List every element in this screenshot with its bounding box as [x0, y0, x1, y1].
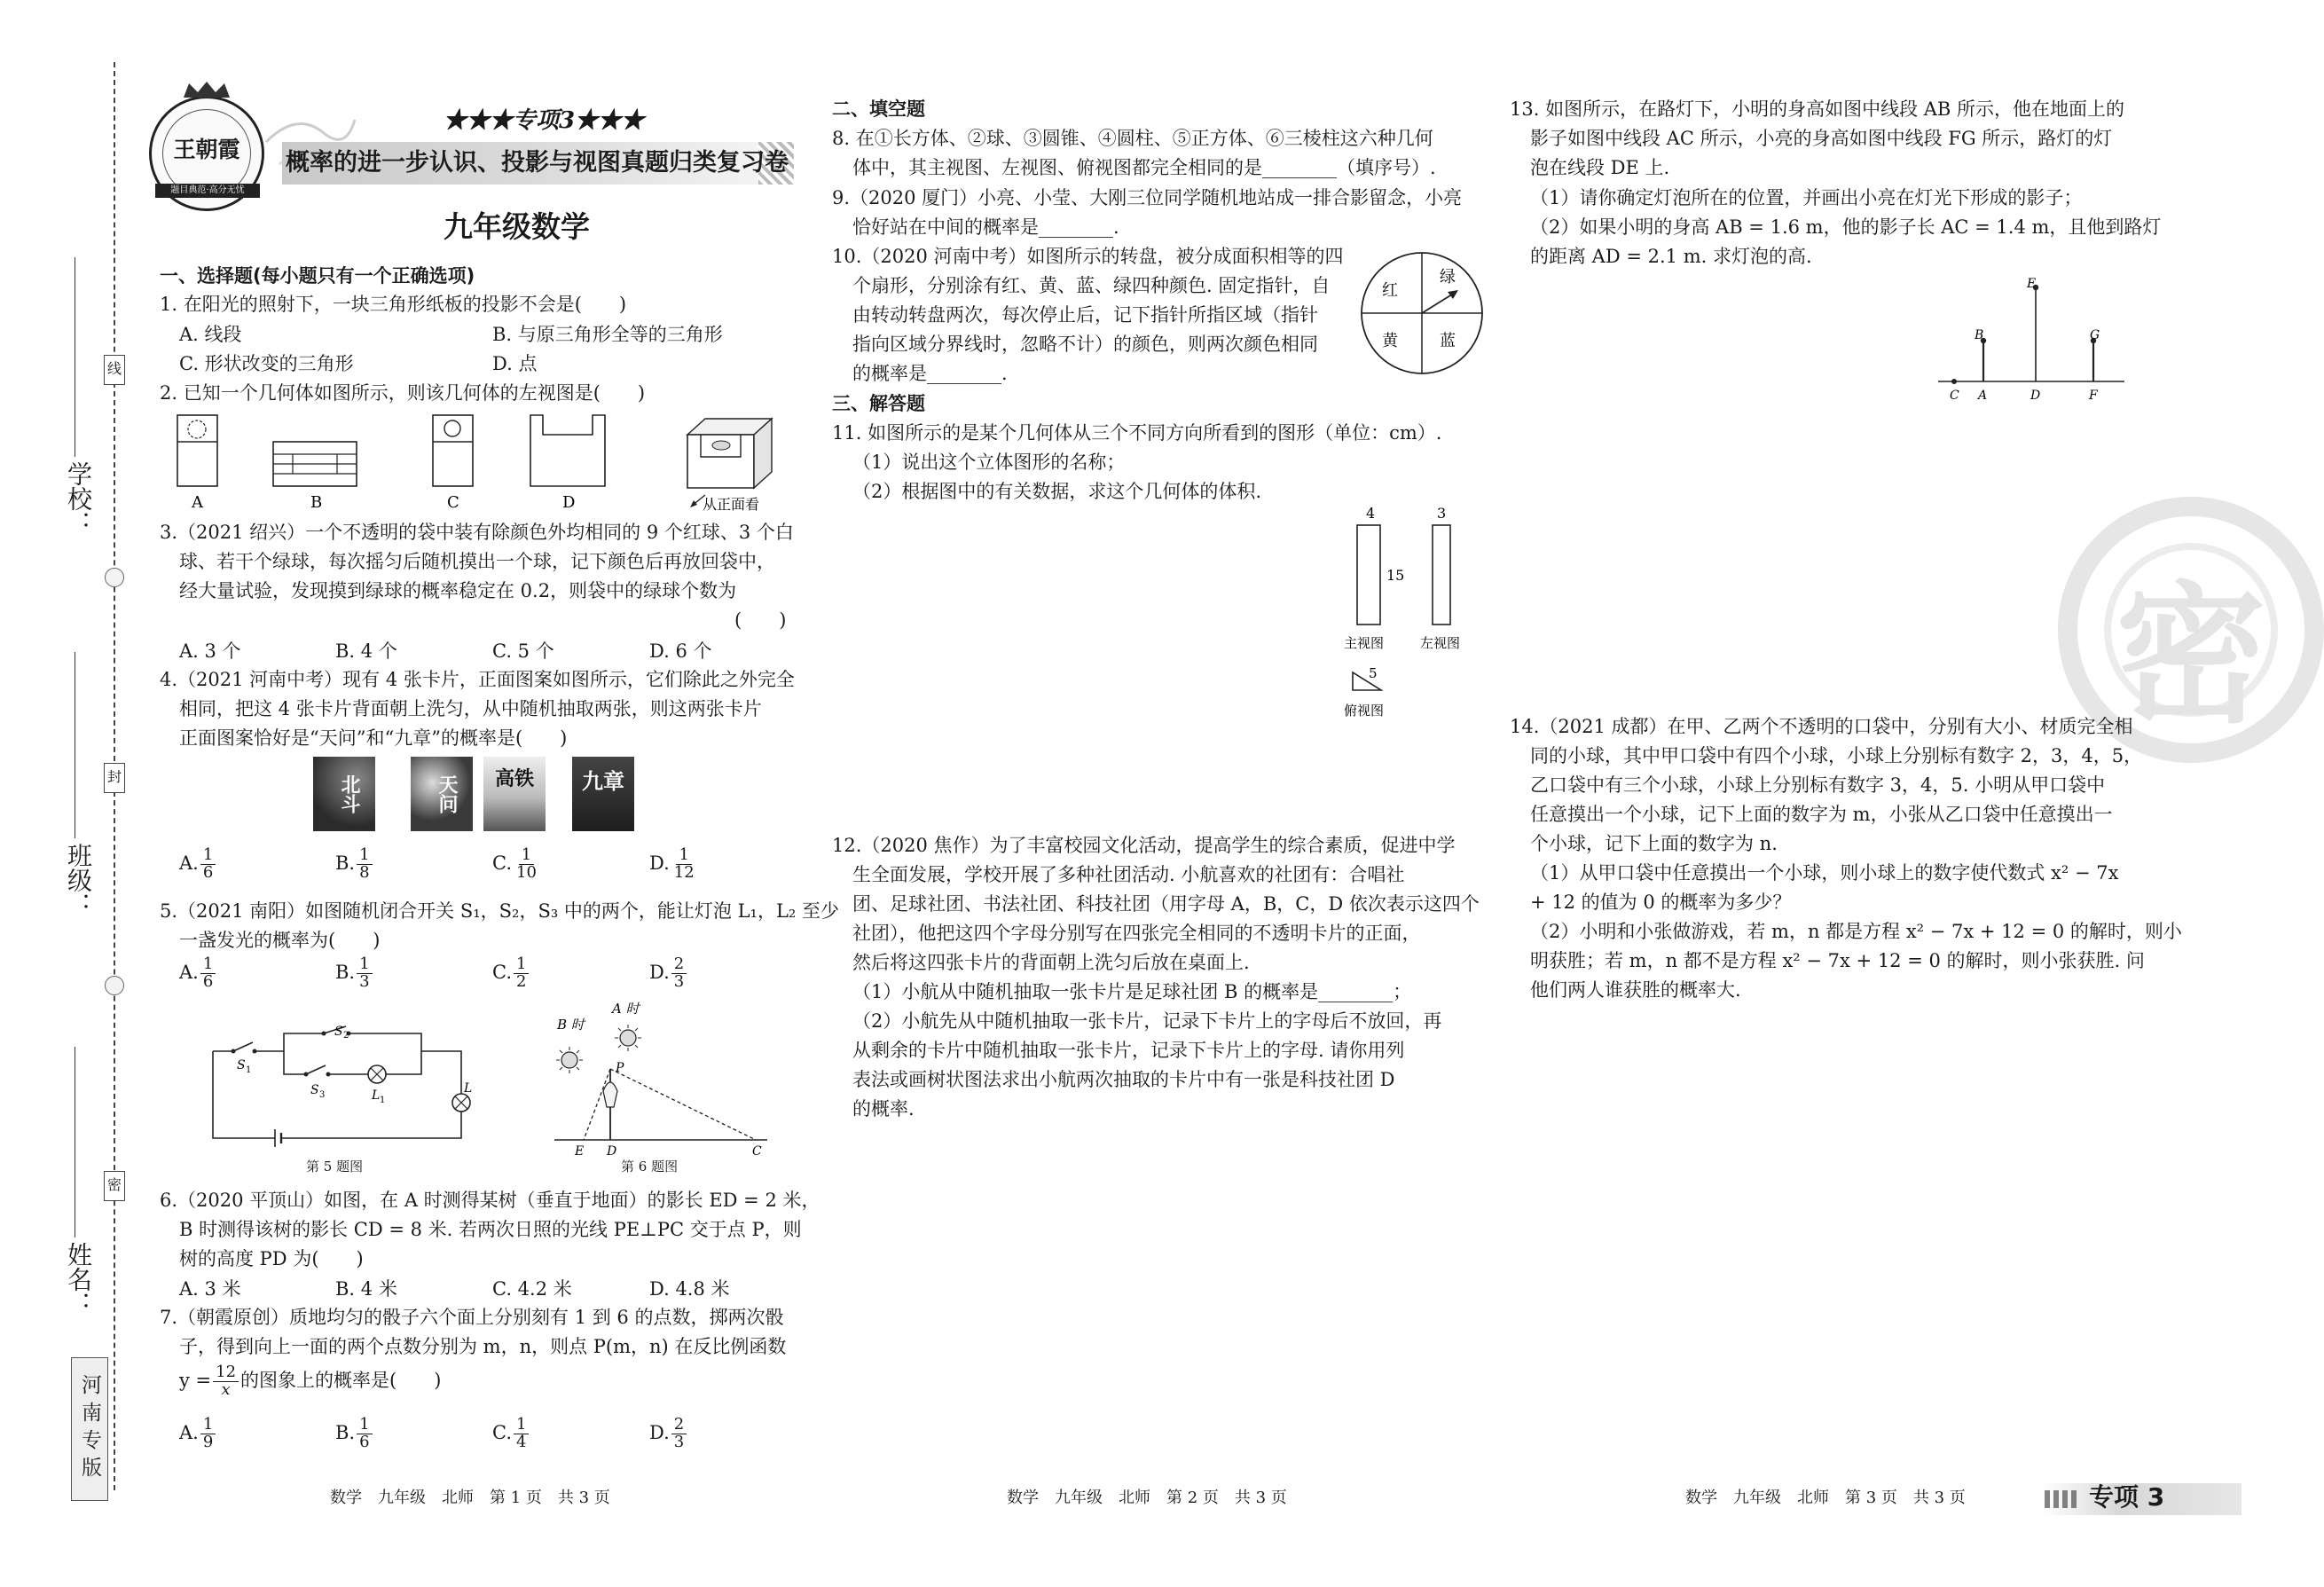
q11-front-label: 主视图 — [1344, 635, 1385, 651]
footer-page-2: 数学 九年级 北师 第 2 页 共 3 页 — [1007, 1489, 1287, 1507]
svg-text:S: S — [334, 1025, 343, 1039]
q11-front-view — [1357, 525, 1380, 625]
q13-line-4: （1）请你确定灯泡所在的位置，并画出小亮在灯光下形成的影子； — [1530, 187, 2083, 208]
q12-line-8: 从剩余的卡片中随机抽取一张卡片，记录下卡片上的字母. 请你用列 — [852, 1040, 1405, 1061]
q5-option-c[interactable]: C. $\frac{1}{2}$ — [492, 956, 530, 991]
q2-view-d[interactable] — [530, 415, 605, 486]
q14-line-8: （2）小明和小张做游戏，若 m，n 都是方程 x² − 7x + 12 = 0 的解时，则小 — [1530, 921, 2182, 942]
q5-option-a[interactable]: A. $\frac{1}{6}$ — [179, 956, 217, 991]
q1-stem: 1. 在阳光的照射下，一块三角形纸板的投影不会是( ) — [160, 294, 627, 315]
q10-sector-green: 绿 — [1440, 268, 1456, 287]
q14-line-4: 任意摸出一个小球，记下上面的数字为 m，小张从乙口袋中任意摸出一 — [1530, 804, 2113, 825]
punch-hole-icon — [105, 568, 124, 587]
q11-left-view — [1433, 525, 1450, 625]
q6-option-d[interactable]: D. 4.8 米 — [649, 1278, 730, 1300]
q8-line-2: 体中，其主视图、左视图、俯视图都完全相同的是________（填序号）. — [852, 157, 1436, 178]
q6-option-b[interactable]: B. 4 米 — [335, 1278, 397, 1300]
q4-option-c[interactable]: C. $\frac{1}{10}$ — [492, 845, 537, 882]
section-heading-choice: 一、选择题(每小题只有一个正确选项) — [160, 265, 475, 287]
q11-height: 15 — [1386, 567, 1405, 584]
q6-line-3: 树的高度 PD 为( ) — [179, 1248, 364, 1269]
q5-option-d[interactable]: D. $\frac{2}{3}$ — [649, 956, 688, 991]
seal-box-line: 线 — [104, 355, 125, 385]
q11-left-label: 左视图 — [1420, 635, 1461, 651]
q13-streetlight-figure — [1934, 277, 2129, 410]
q5-circuit-figure — [208, 1025, 475, 1149]
svg-text:A: A — [1978, 389, 1988, 403]
watermark-seal-icon: 密 — [2058, 497, 2324, 763]
svg-text:D: D — [607, 1144, 617, 1159]
q11-front-width: 4 — [1366, 505, 1376, 522]
q3-option-a[interactable]: A. 3 个 — [179, 640, 241, 662]
svg-text:B 时: B 时 — [557, 1017, 585, 1033]
seal-box-feng: 封 — [104, 763, 125, 793]
q10-line-5: 的概率是________. — [852, 363, 1008, 384]
q1-option-c[interactable]: C. 形状改变的三角形 — [179, 353, 354, 374]
q11-top-label: 俯视图 — [1344, 703, 1385, 719]
fig6-caption: 第 6 题图 — [621, 1159, 679, 1175]
svg-text:L: L — [464, 1081, 473, 1096]
q10-line-2: 个扇形，分别涂有红、黄、蓝、绿四种颜色. 固定指针，自 — [852, 275, 1331, 296]
q12-line-2: 生全面发展，学校开展了多种社团活动. 小航喜欢的社团有：合唱社 — [852, 864, 1405, 885]
q3-line-3: 经大量试验，发现摸到绿球的概率稳定在 0.2，则袋中的绿球个数为 — [179, 580, 737, 601]
q1-option-d[interactable]: D. 点 — [492, 353, 538, 374]
q3-option-d[interactable]: D. 6 个 — [649, 640, 712, 662]
q4-card-tianwen: 天问 — [411, 757, 473, 831]
q4-card-beidou: 北斗 — [313, 757, 375, 831]
svg-text:P: P — [616, 1061, 624, 1075]
q10-sector-yellow: 黄 — [1382, 332, 1398, 350]
q14-line-7: + 12 的值为 0 的概率为多少？ — [1530, 892, 1792, 913]
q4-card-gaotie: 高铁 — [483, 757, 546, 831]
footer-page-1: 数学 九年级 北师 第 1 页 共 3 页 — [330, 1489, 610, 1507]
q2-front-note: 从正面看 — [703, 496, 760, 513]
sun-a-icon — [615, 1025, 641, 1051]
q3-line-2: 球、若干个绿球，每次摇匀后随机摸出一个球，记下颜色后再放回袋中， — [179, 551, 775, 572]
fig5-caption: 第 5 题图 — [306, 1159, 364, 1175]
section-heading-fill: 二、填空题 — [832, 98, 925, 120]
svg-text:G: G — [2090, 328, 2100, 342]
footer-topic-tag: 专项 3 — [2089, 1482, 2165, 1512]
q12-line-1: 12.（2020 焦作）为了丰富校园文化活动，提高学生的综合素质，促进中学 — [832, 835, 1456, 856]
q14-line-3: 乙口袋中有三个小球，小球上分别标有数字 3，4，5. 小明从甲口袋中 — [1530, 774, 2106, 796]
q13-line-6: 的距离 AD = 2.1 m. 求灯泡的高. — [1530, 246, 1812, 267]
q9-line-1: 9.（2020 厦门）小亮、小莹、大刚三位同学随机地站成一排合影留念，小亮 — [832, 187, 1463, 208]
q10-sector-red: 红 — [1382, 281, 1398, 300]
crown-icon — [182, 80, 232, 99]
footer-pattern-icon — [2045, 1490, 2080, 1508]
q4-line-2: 相同，把这 4 张卡片背面朝上洗匀，从中随机抽取两张，则这两张卡片 — [179, 698, 762, 719]
q3-line-1: 3.（2021 绍兴）一个不透明的袋中装有除颜色外均相同的 9 个红球、3 个白 — [160, 522, 794, 543]
q14-line-9: 明获胜；若 m，n 都不是方程 x² − 7x + 12 = 0 的解时，则小张获胜. 问 — [1530, 950, 2145, 971]
q10-sector-blue: 蓝 — [1440, 332, 1456, 350]
q12-line-4: 社团），他把这四个字母分别写在四张完全相同的不透明卡片的正面， — [852, 923, 1421, 944]
q4-line-1: 4.（2021 河南中考）现有 4 张卡片，正面图案如图所示，它们除此之外完全 — [160, 669, 795, 690]
sun-b-icon — [556, 1047, 583, 1073]
svg-text:L: L — [372, 1088, 381, 1103]
q4-option-a[interactable]: A. $\frac{1}{6}$ — [179, 847, 217, 882]
logo-text: 王朝霞 — [173, 137, 240, 162]
q4-line-3: 正面图案恰好是“天问”和“九章”的概率是( ) — [179, 727, 568, 749]
q14-line-10: 他们两人谁获胜的概率大. — [1530, 979, 1741, 1001]
svg-text:D: D — [2030, 389, 2041, 403]
q2-view-b[interactable] — [273, 442, 357, 486]
q13-line-2: 影子如图中线段 AC 所示，小亮的身高如图中线段 FG 所示，路灯的灯 — [1530, 128, 2113, 149]
svg-text:C: C — [1950, 389, 1959, 403]
q12-line-10: 的概率. — [852, 1098, 915, 1120]
svg-text:S: S — [310, 1083, 319, 1097]
q6-tree-shadow-figure — [550, 1002, 772, 1158]
q2-label-c: C — [447, 493, 459, 512]
edition-badge: 河南专版 — [71, 1357, 108, 1501]
q1-option-a[interactable]: A. 线段 — [179, 324, 242, 345]
topic-tag: ★★★专项3★★★ — [444, 107, 645, 134]
svg-text:A 时: A 时 — [612, 1001, 640, 1017]
q14-line-2: 同的小球，其中甲口袋中有四个小球，小球上分别标有数字 2，3，4，5， — [1530, 745, 2143, 766]
q12-line-7: （2）小航先从中随机抽取一张卡片，记录下卡片上的字母后不放回，再 — [852, 1010, 1442, 1032]
q12-line-6: （1）小航从中随机抽取一张卡片是足球社团 B 的概率是________； — [852, 981, 1412, 1002]
q2-view-c[interactable] — [433, 415, 473, 486]
q12-line-9: 表法或画树状图法求出小航两次抽取的卡片中有一张是科技社团 D — [852, 1069, 1395, 1090]
q7-option-c[interactable]: C. $\frac{1}{4}$ — [492, 1417, 530, 1451]
q2-label-b: B — [310, 493, 323, 512]
q4-option-b[interactable]: B. $\frac{1}{8}$ — [335, 847, 374, 882]
q1-option-b[interactable]: B. 与原三角形全等的三角形 — [492, 324, 723, 345]
q2-solid-figure — [687, 419, 772, 488]
school-label: 学校： — [64, 461, 93, 536]
q11-line-3: （2）根据图中的有关数据，求这个几何体的体积. — [852, 481, 1262, 502]
q5-line-1: 5.（2021 南阳）如图随机闭合开关 S₁，S₂，S₃ 中的两个，能让灯泡 L₁，L₂ 至少 — [160, 900, 839, 922]
q9-line-2: 恰好站在中间的概率是________. — [852, 216, 1119, 238]
q6-option-c[interactable]: C. 4.2 米 — [492, 1278, 572, 1300]
brand-logo: 王朝霞 题目典范·高分无忧 — [149, 96, 264, 211]
q11-left-width: 3 — [1437, 505, 1447, 522]
q14-line-5: 个小球，记下上面的数字为 n. — [1530, 833, 1778, 854]
svg-text:S: S — [237, 1058, 246, 1072]
q4-card-jiuzhang: 九章 — [572, 757, 634, 831]
q11-line-2: （1）说出这个立体图形的名称； — [852, 452, 1126, 473]
q13-line-3: 泡在线段 DE 上. — [1530, 157, 1670, 178]
footer-page-3: 数学 九年级 北师 第 3 页 共 3 页 — [1685, 1489, 1966, 1507]
q11-three-views-figure — [1335, 504, 1495, 726]
q7-line-2: 子，得到向上一面的两个点数分别为 m，n，则点 P(m，n) 在反比例函数 — [179, 1336, 787, 1357]
q5-line-2: 一盏发光的概率为( ) — [179, 930, 381, 951]
q7-option-d[interactable]: D. $\frac{2}{3}$ — [649, 1417, 688, 1451]
svg-text:1: 1 — [380, 1096, 386, 1105]
q10-line-3: 由转动转盘两次，每次停止后，记下指针所指区域（指针 — [852, 304, 1318, 326]
q12-line-5: 然后将这四张卡片的背面朝上洗匀后放在桌面上. — [852, 952, 1250, 973]
q2-views-figure — [169, 408, 807, 515]
q2-stem: 2. 已知一个几何体如图所示，则该几何体的左视图是( ) — [160, 382, 646, 404]
punch-hole-icon — [105, 976, 124, 995]
svg-text:3: 3 — [319, 1090, 326, 1100]
q10-line-1: 10.（2020 河南中考）如图所示的转盘，被分成面积相等的四 — [832, 246, 1344, 267]
q11-hypotenuse: 5 — [1369, 665, 1378, 681]
svg-text:B: B — [1975, 328, 1984, 342]
q2-label-a: A — [192, 493, 203, 512]
name-label: 姓名： — [64, 1242, 93, 1316]
q14-line-6: （1）从甲口袋中任意摸出一个小球，则小球上的数字使代数式 x² − 7x — [1530, 862, 2119, 884]
subject-title: 九年级数学 — [444, 209, 590, 244]
q10-spinner-figure — [1355, 247, 1488, 380]
q6-line-2: B 时测得该树的影长 CD = 8 米. 若两次日照的光线 PE⊥PC 交于点 P，则 — [179, 1219, 802, 1240]
svg-text:2: 2 — [343, 1031, 349, 1041]
q3-option-b[interactable]: B. 4 个 — [335, 640, 397, 662]
q7-line-1: 7.（朝霞原创）质地均匀的骰子六个面上分别刻有 1 到 6 的点数，掷两次骰 — [160, 1307, 784, 1328]
q14-line-1: 14.（2021 成都）在甲、乙两个不透明的口袋中，分别有大小、材质完全相 — [1510, 716, 2133, 737]
svg-text:E: E — [575, 1144, 585, 1159]
q2-label-d: D — [562, 493, 576, 512]
svg-text:1: 1 — [246, 1065, 252, 1075]
class-label: 班级： — [64, 843, 93, 917]
q13-line-1: 13. 如图所示，在路灯下，小明的身高如图中线段 AB 所示，他在地面上的 — [1510, 98, 2125, 120]
q7-line-3: y = $\frac{12}{x}$ 的图象上的概率是( ) — [179, 1363, 442, 1399]
q10-line-4: 指向区域分界线时，忽略不计）的颜色，则两次颜色相同 — [852, 334, 1318, 355]
q6-line-1: 6.（2020 平顶山）如图，在 A 时测得某树（垂直于地面）的影长 ED = 2 米， — [160, 1190, 820, 1211]
q7-option-a[interactable]: A. $\frac{1}{9}$ — [179, 1417, 217, 1451]
q2-view-a[interactable] — [177, 415, 217, 486]
svg-text:C: C — [752, 1144, 762, 1159]
q5-option-b[interactable]: B. $\frac{1}{3}$ — [335, 956, 374, 991]
q3-answer-paren[interactable]: ( ) — [734, 609, 787, 631]
q4-option-d[interactable]: D. $\frac{1}{12}$ — [649, 845, 695, 882]
paper-title: 概率的进一步认识、投影与视图真题归类复习卷 — [286, 149, 789, 177]
q3-option-c[interactable]: C. 5 个 — [492, 640, 554, 662]
q7-option-b[interactable]: B. $\frac{1}{6}$ — [335, 1417, 374, 1451]
svg-text:F: F — [2089, 389, 2098, 403]
q11-line-1: 11. 如图所示的是某个几何体从三个不同方向所看到的图形（单位：cm）. — [832, 422, 1442, 444]
q13-line-5: （2）如果小明的身高 AB = 1.6 m，他的影子长 AC = 1.4 m，且他到路灯 — [1530, 216, 2162, 238]
section-heading-solve: 三、解答题 — [832, 393, 925, 414]
q8-line-1: 8. 在①长方体、②球、③圆锥、④圆柱、⑤正方体、⑥三棱柱这六种几何 — [832, 128, 1433, 149]
seal-box-mi: 密 — [104, 1171, 125, 1201]
svg-text:E: E — [2027, 277, 2037, 291]
q12-line-3: 团、足球社团、书法社团、科技社团（用字母 A，B，C，D 依次表示这四个 — [852, 893, 1480, 915]
q6-option-a[interactable]: A. 3 米 — [179, 1278, 241, 1300]
